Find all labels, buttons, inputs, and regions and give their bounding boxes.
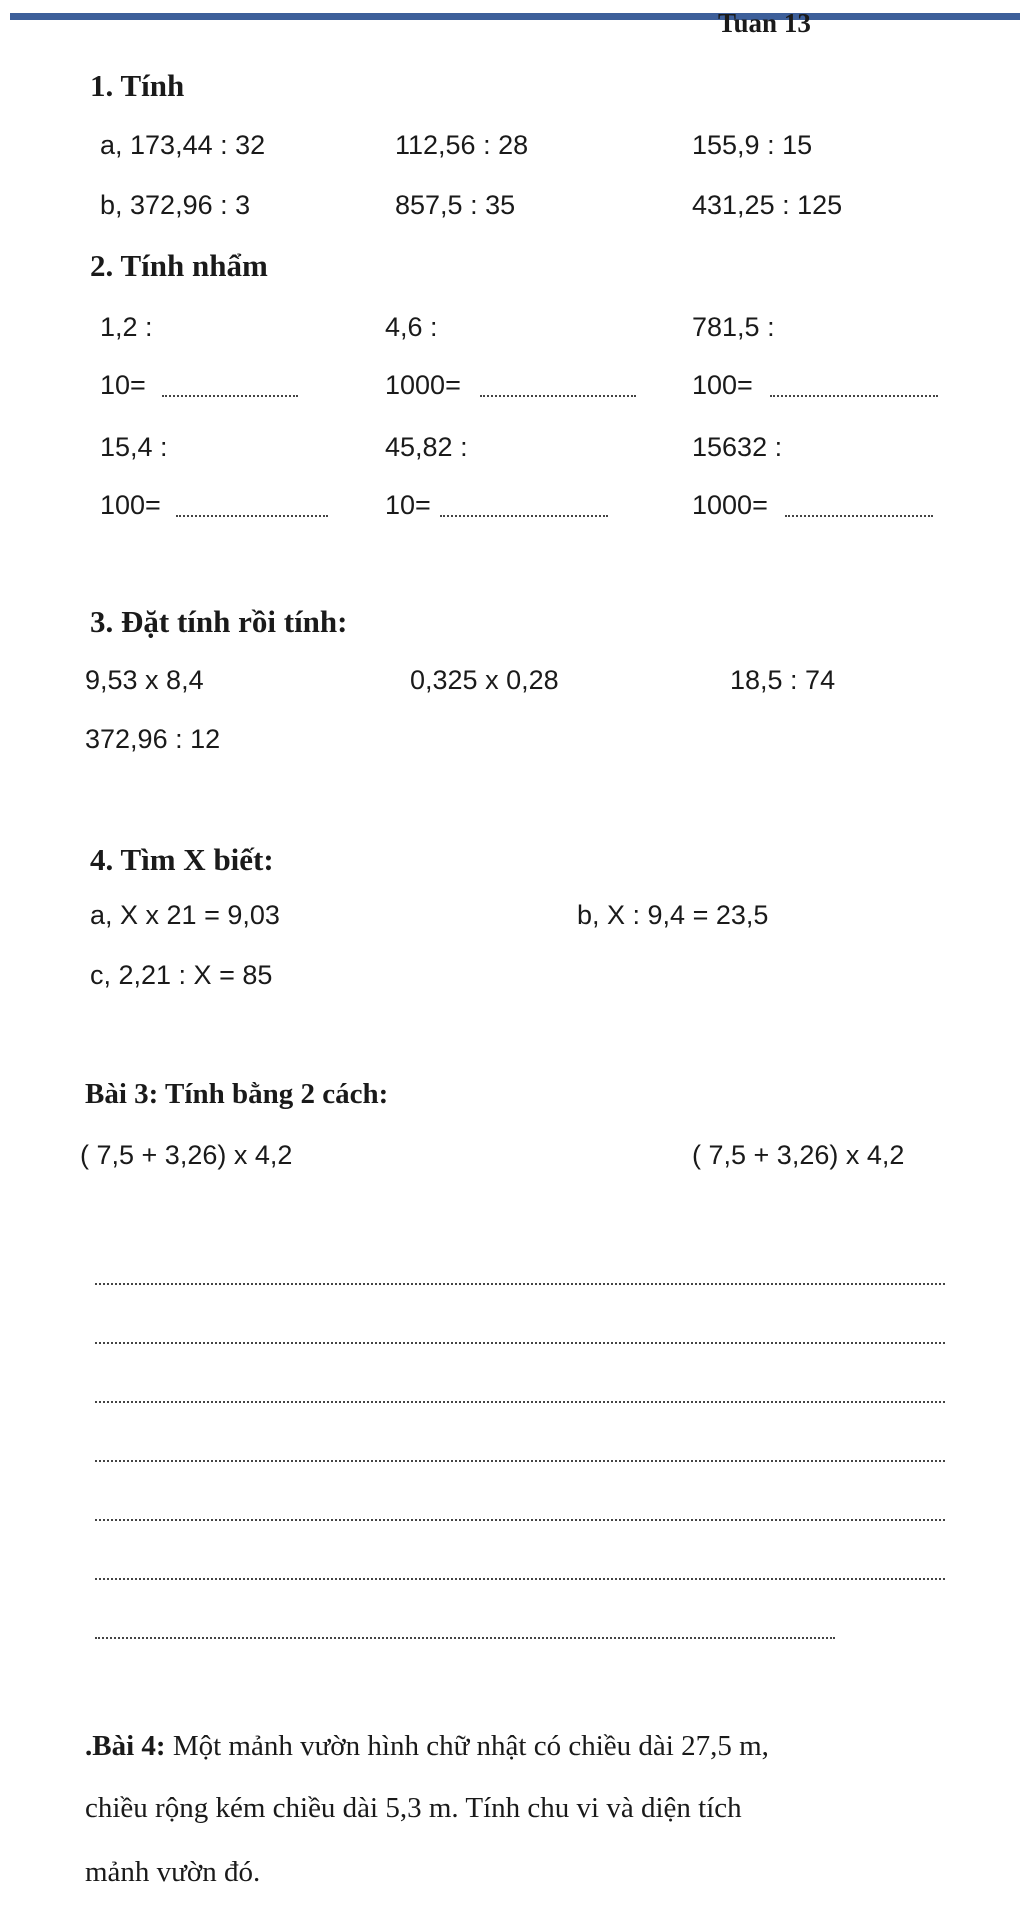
writing-line <box>95 1342 945 1344</box>
calc-4: 372,96 : 12 <box>85 724 221 754</box>
week-label: Tuan 13 <box>718 8 811 38</box>
bai3-heading <box>85 1078 388 1111</box>
writing-line <box>95 1519 945 1521</box>
bai3-expr-left: ( 7,5 + 3,26) x 4,2 <box>80 1140 293 1170</box>
problem-1b-1: b, 372,96 : 3 <box>100 190 251 220</box>
calc-1: 9,53 x 8,4 <box>85 665 204 695</box>
mental-2-3-bottom: 1000= <box>692 490 768 520</box>
answer-blank <box>440 515 608 517</box>
bai4-line2: chiều rộng kém chiều dài 5,3 m. Tính chu vi và diện tích <box>85 1792 742 1824</box>
answer-blank <box>785 515 933 517</box>
bai3-expr-right: ( 7,5 + 3,26) x 4,2 <box>692 1140 905 1170</box>
top-border-bar <box>10 13 1020 20</box>
mental-1-2-bottom: 1000= <box>385 370 461 400</box>
writing-line <box>95 1460 945 1462</box>
bai4-line3: mảnh vườn đó. <box>85 1856 261 1888</box>
mental-1-1-bottom: 10= <box>100 370 146 400</box>
problem-1b-2: 857,5 : 35 <box>395 190 516 220</box>
problem-1a-1: a, 173,44 : 32 <box>100 130 266 160</box>
find-x-b: b, X : 9,4 = 23,5 <box>577 900 769 930</box>
bai3-title: : Tính bằng 2 cách: <box>148 1078 389 1110</box>
find-x-a: a, X x 21 = 9,03 <box>90 900 280 930</box>
section3-title: 3. Đặt tính rồi tính: <box>90 604 348 639</box>
answer-blank <box>480 395 636 397</box>
problem-1a-3: 155,9 : 15 <box>692 130 813 160</box>
writing-line <box>95 1283 945 1285</box>
section4-title: 4. Tìm X biết: <box>90 842 274 877</box>
mental-2-1-bottom: 100= <box>100 490 161 520</box>
mental-2-2-bottom: 10= <box>385 490 431 520</box>
bai4-line1 <box>85 1730 769 1763</box>
problem-1a-2: 112,56 : 28 <box>395 130 529 160</box>
answer-blank <box>162 395 298 397</box>
bai3-label: Bài 3 <box>85 1078 149 1110</box>
section1-title: 1. Tính <box>90 68 185 103</box>
mental-1-3-top: 781,5 : <box>692 312 775 342</box>
mental-2-2-top: 45,82 : <box>385 432 468 462</box>
answer-blank <box>770 395 938 397</box>
calc-3: 18,5 : 74 <box>730 665 836 695</box>
writing-line <box>95 1401 945 1403</box>
answer-blank <box>176 515 328 517</box>
mental-2-1-top: 15,4 : <box>100 432 168 462</box>
section2-title: 2. Tính nhẩm <box>90 248 268 283</box>
bai4-label: .Bài 4: <box>85 1730 166 1762</box>
mental-1-2-top: 4,6 : <box>385 312 438 342</box>
mental-2-3-top: 15632 : <box>692 432 783 462</box>
mental-1-3-bottom: 100= <box>692 370 753 400</box>
mental-1-1-top: 1,2 : <box>100 312 153 342</box>
problem-1b-3: 431,25 : 125 <box>692 190 843 220</box>
writing-line <box>95 1637 835 1639</box>
writing-line <box>95 1578 945 1580</box>
bai4-text-1: Một mảnh vườn hình chữ nhật có chiều dài 27,5 m, <box>165 1730 769 1762</box>
find-x-c: c, 2,21 : X = 85 <box>90 960 273 990</box>
calc-2: 0,325 x 0,28 <box>410 665 559 695</box>
